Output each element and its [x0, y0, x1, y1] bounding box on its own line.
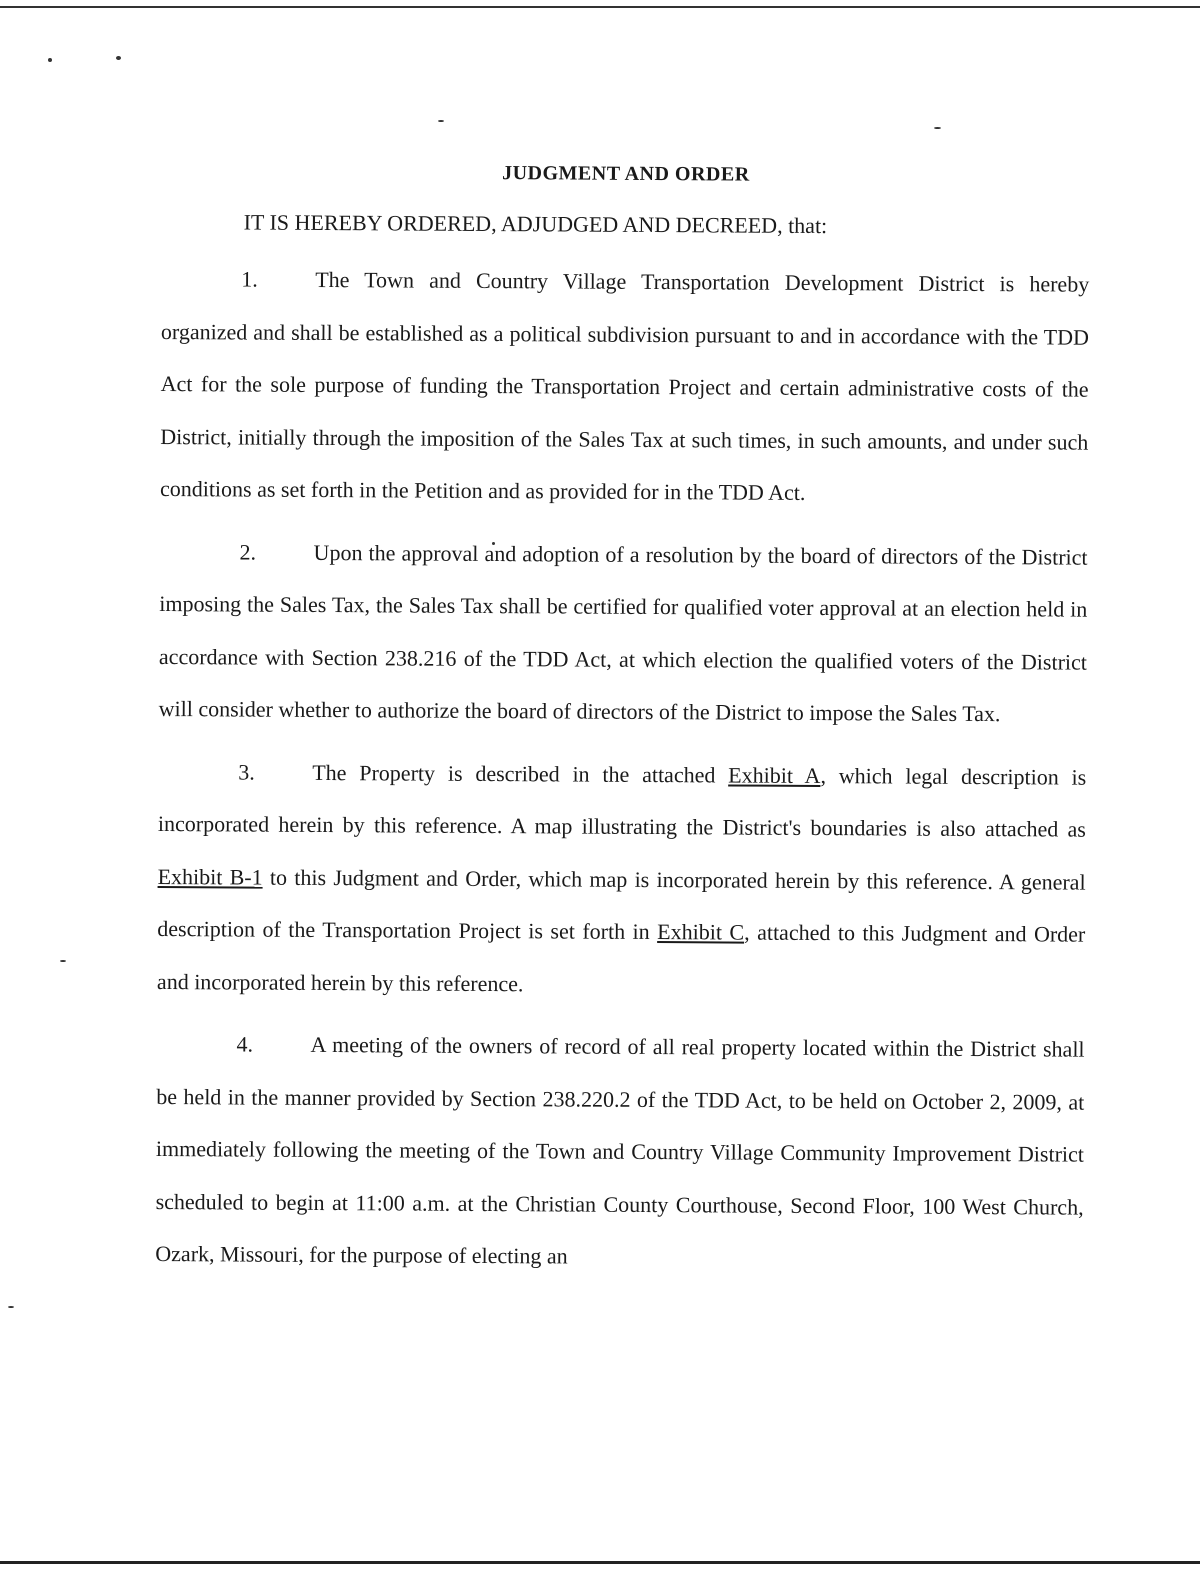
paragraph-text-part: The Property is described in the attached	[312, 759, 729, 787]
paragraph-text-part: , attached to this Judgment and Order and incorporated herein by this reference.	[156, 919, 1086, 996]
paragraph-text: The Town and Country Village Transportation Development District is hereby organized and shall be established as a political subdivision pursuant to and in accordance with the TDD Act for the sole purpose of funding the Transportation Project and certain administrative costs of the District, initially through the imposition of the Sales Tax at such times, in such amounts, and under such conditions as set forth in the Petition and as provided for in the TDD Act.	[159, 266, 1090, 505]
paragraph-text: Upon the approval and adoption of a resolution by the board of directors of the District imposing the Sales Tax, the Sales Tax shall be certified for qualified voter approval at an election held in accordance with Section 238.216 of the TDD Act, at which election the qualified voters of the District will consider whether to authorize the board of directors of the District to impose the Sales Tax.	[158, 539, 1088, 727]
paragraph-1	[160, 253, 1090, 521]
paragraph-number: 1.	[241, 266, 258, 292]
exhibit-c-reference: Exhibit C	[657, 919, 745, 945]
paragraph-3	[157, 745, 1087, 1013]
scan-speck	[438, 120, 444, 122]
scan-speck	[116, 56, 121, 60]
scan-bottom-border	[0, 1561, 1200, 1564]
document-page	[155, 160, 1090, 1296]
scan-top-border	[0, 6, 1200, 8]
exhibit-a-reference: Exhibit A	[728, 761, 821, 788]
paragraph-text-part: to this Judgment and Order, which map is incorporated herein by this reference. A general description of the Transportation Project is set forth in	[157, 864, 1086, 945]
document-title: JUDGMENT AND ORDER	[502, 162, 750, 186]
paragraph-4	[155, 1018, 1085, 1286]
scan-speck	[48, 58, 52, 62]
scan-speck	[8, 1306, 14, 1308]
scan-speck	[60, 960, 66, 962]
paragraph-number: 2.	[239, 538, 257, 565]
paragraph-text: A meeting of the owners of record of all real property located within the District shall be held in the manner provided by Section 238.220.2 of the TDD Act, to be held on October 2, 2009, at immediately following the meeting of the Town and Country Village Community Improvement District scheduled to begin at 11:00 a.m. at the Christian County Courthouse, Second Floor, 100 West Church, Ozark, Missouri, for the purpose of electing an	[155, 1031, 1085, 1269]
preamble: IT IS HEREBY ORDERED, ADJUDGED AND DECREED, that:	[243, 209, 828, 239]
paragraph-2	[158, 525, 1087, 741]
scan-speck	[934, 127, 941, 129]
paragraph-number: 3.	[238, 758, 255, 785]
exhibit-b1-reference: Exhibit B-1	[157, 863, 263, 890]
paragraph-text-part: , which legal description is incorporated herein by this reference. A map illustrating the District's boundaries is also attached as	[157, 762, 1087, 842]
paragraph-number: 4.	[236, 1031, 254, 1057]
